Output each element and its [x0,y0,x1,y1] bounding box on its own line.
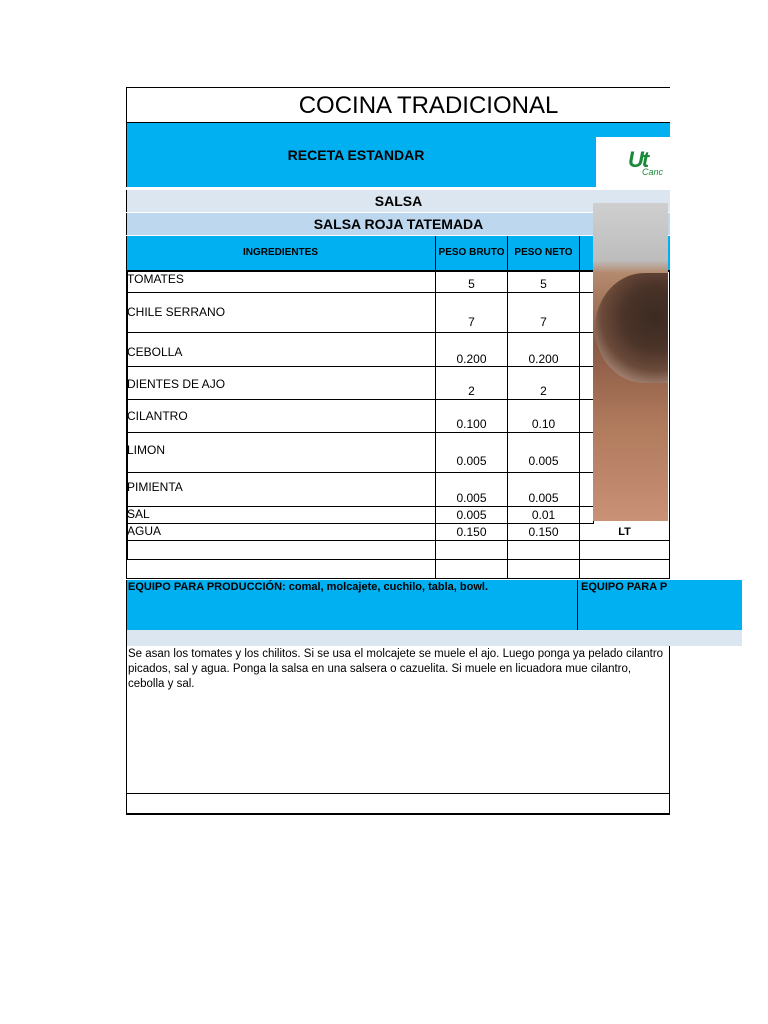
table-row [126,293,436,333]
gross-weight-cell: 0.200 [436,333,508,367]
empty-cell [508,541,580,560]
extra-cell [580,333,594,367]
table-row [126,433,436,473]
net-weight-cell: 0.150 [508,524,580,541]
empty-row [126,560,436,579]
header-net-weight: PESO NETO [508,236,580,270]
table-row [126,367,436,400]
empty-row [126,541,436,560]
empty-cell [580,541,670,560]
extra-cell [580,433,594,473]
page-title: COCINA TRADICIONAL [126,87,670,123]
table-row [126,400,436,433]
empty-cell [580,560,670,579]
procedure-footer-line [126,793,670,794]
extra-cell [580,473,594,507]
net-weight-cell: 0.10 [508,400,580,433]
net-weight-cell: 0.200 [508,333,580,367]
gross-weight-cell: 7 [436,293,508,333]
ingredient-name: CHILE SERRANO [127,305,226,319]
net-weight-cell: 2 [508,367,580,400]
recipe-name-row: SALSA ROJA TATEMADA [126,213,670,235]
net-weight-cell: 0.005 [508,433,580,473]
procedure-header-band [126,630,742,646]
empty-cell [508,560,580,579]
table-row [126,507,436,524]
net-weight-cell: 0.005 [508,473,580,507]
procedure-text: Se asan los tomates y los chilitos. Si se usa el molcajete se muele el ajo. Luego ponga ya pelado cilantro picados, sal y agua. Ponga la salsa en una salsera o cazuelita. Si muele en licuadora mue cilantro, cebolla y sal. [128,648,664,690]
net-weight-cell: 0.01 [508,507,580,524]
equipment-divider [577,580,578,630]
extra-cell [580,272,594,293]
gross-weight-cell: 0.005 [436,507,508,524]
ingredient-name: LIMON [127,443,166,457]
category-row: SALSA [126,190,670,212]
ingredient-name: PIMIENTA [127,480,183,494]
net-weight-cell: 7 [508,293,580,333]
empty-cell [436,541,508,560]
table-row [126,473,436,507]
ingredient-name: TOMATES [127,272,184,286]
extra-cell [580,293,594,333]
gross-weight-cell: 0.005 [436,473,508,507]
gross-weight-cell: 0.100 [436,400,508,433]
gross-weight-cell: 2 [436,367,508,400]
extra-cell [580,507,594,524]
equipment-production: EQUIPO PARA PRODUCCIÓN: comal, molcajete, cuchilo, tabla, bowl. [128,581,489,593]
institution-logo [596,137,676,189]
header-gross-weight: PESO BRUTO [436,236,508,270]
ingredient-name: CEBOLLA [127,345,183,359]
table-row [126,333,436,367]
recipe-sheet [126,87,768,815]
empty-cell [436,560,508,579]
ingredient-name: DIENTES DE AJO [127,377,226,391]
header-ingredients: INGREDIENTES [126,236,436,270]
logo-mark: Ut [628,147,648,172]
recipe-label: RECETA ESTANDAR [287,147,425,163]
net-weight-cell: 5 [508,272,580,293]
ingredient-name: SAL [127,507,150,521]
unit-cell: LT [580,524,670,541]
gross-weight-cell: 0.005 [436,433,508,473]
extra-cell [580,400,594,433]
logo-subtext: Canc [642,167,664,177]
equipment-other: EQUIPO PARA P [581,581,668,593]
extra-cell [580,367,594,400]
table-row [126,272,436,293]
salsa-photo [593,203,668,521]
ingredient-name: AGUA [127,524,162,538]
salsa-bowl-image [595,273,668,383]
table-row [126,524,436,541]
gross-weight-cell: 5 [436,272,508,293]
gross-weight-cell: 0.150 [436,524,508,541]
ingredient-name: CILANTRO [127,409,188,423]
